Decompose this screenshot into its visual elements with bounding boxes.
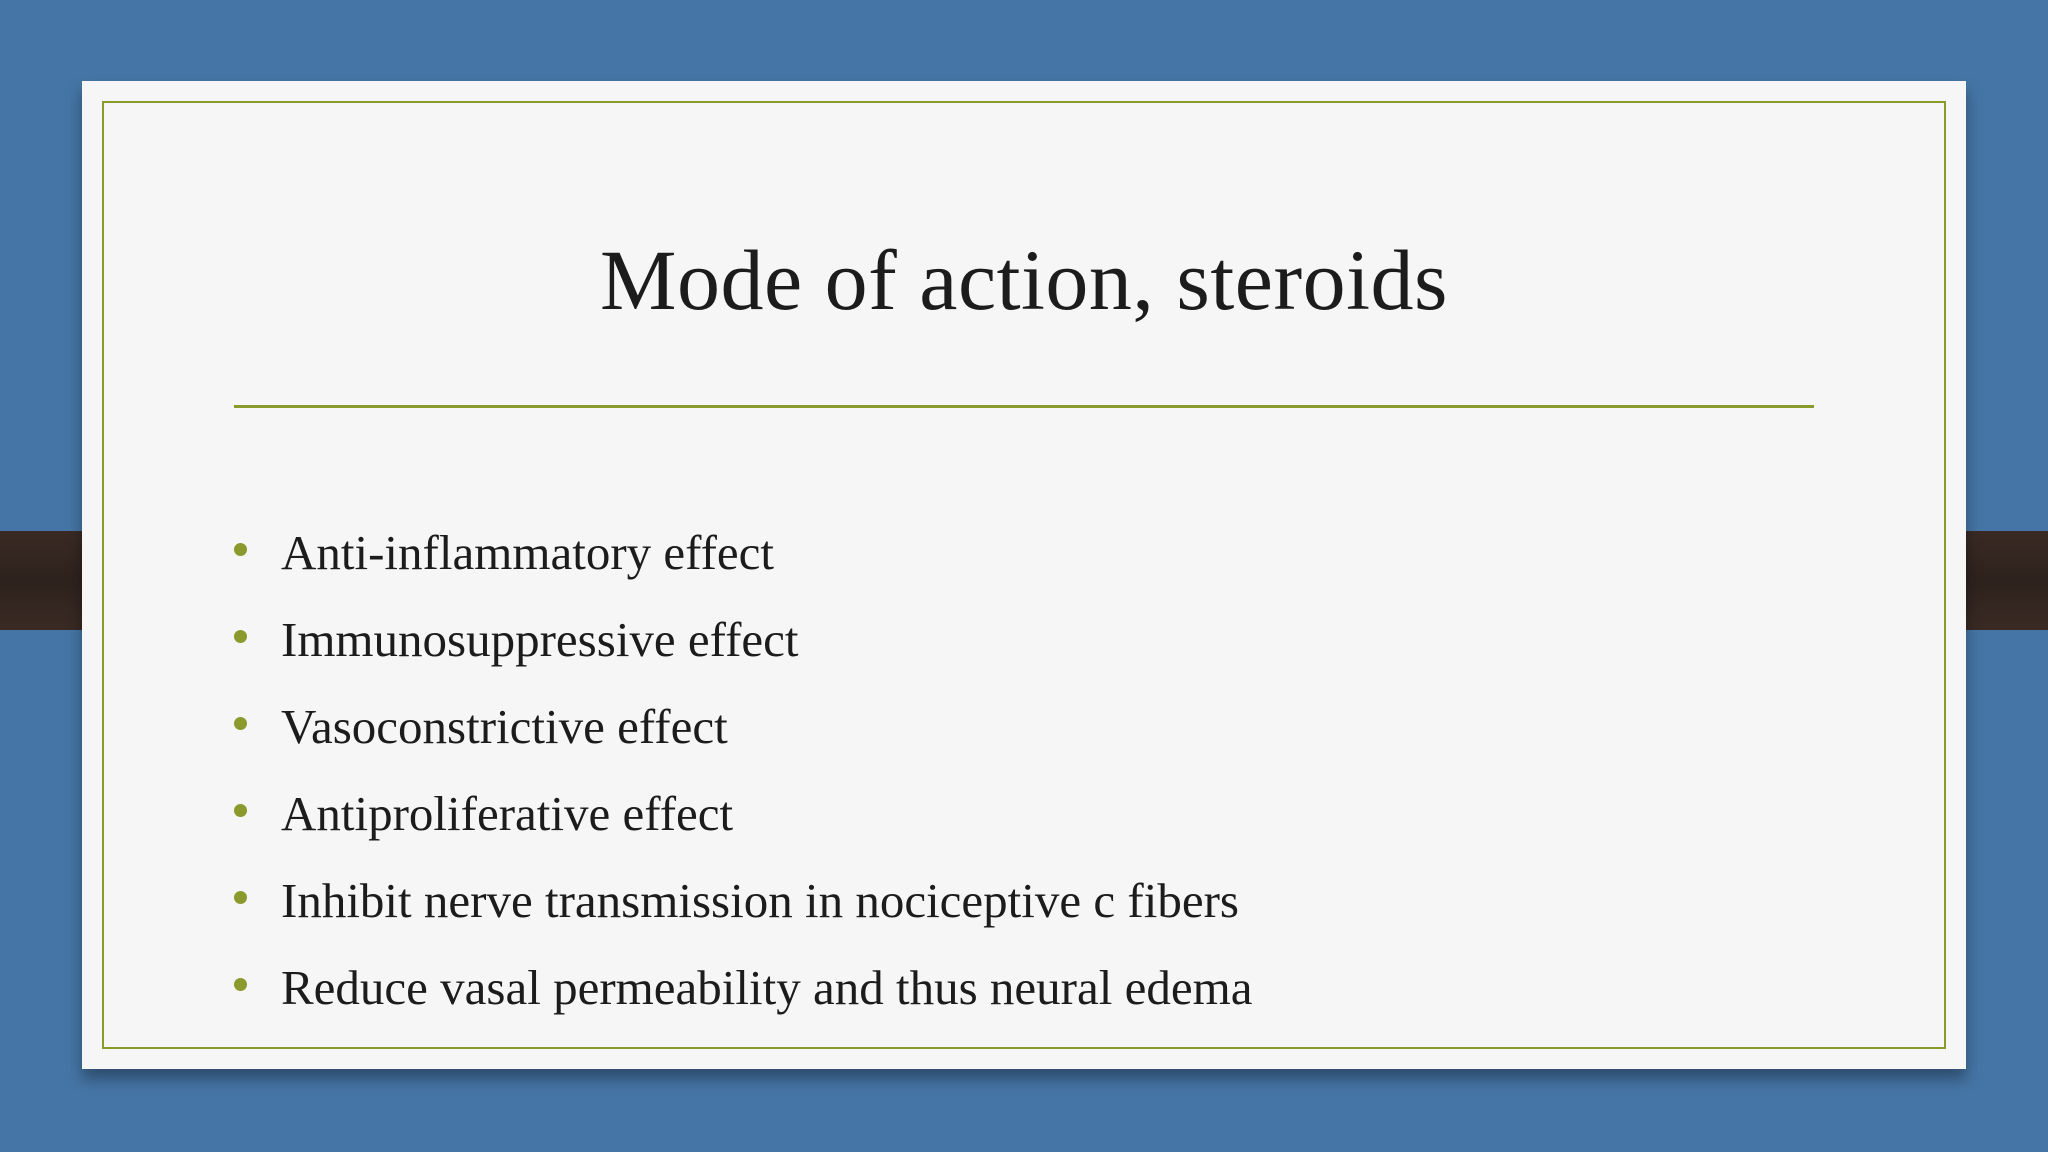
- bullet-item: [234, 683, 1252, 770]
- bullet-text: Anti-inflammatory effect: [281, 525, 774, 580]
- bullet-dot-icon: [234, 891, 247, 904]
- bullet-dot-icon: [234, 717, 247, 730]
- bullet-text: Inhibit nerve transmission in nociceptive c fibers: [281, 873, 1239, 928]
- slide-card: [82, 81, 1966, 1069]
- bullet-item: [234, 857, 1252, 944]
- bullet-text: Immunosuppressive effect: [281, 612, 799, 667]
- slide-title: Mode of action, steroids: [600, 232, 1448, 328]
- title-divider: [234, 405, 1814, 408]
- bullet-dot-icon: [234, 543, 247, 556]
- bullet-dot-icon: [234, 978, 247, 991]
- bullet-dot-icon: [234, 804, 247, 817]
- bullet-item: [234, 770, 1252, 857]
- bullet-text: Antiproliferative effect: [281, 786, 734, 841]
- bullet-item: [234, 509, 1252, 596]
- bullet-text: Vasoconstrictive effect: [281, 699, 728, 754]
- bullet-text: Reduce vasal permeability and thus neural edema: [281, 960, 1253, 1015]
- bullet-item: [234, 596, 1252, 683]
- bullet-item: [234, 944, 1252, 1031]
- bullet-list: [234, 509, 1252, 1031]
- bullet-dot-icon: [234, 630, 247, 643]
